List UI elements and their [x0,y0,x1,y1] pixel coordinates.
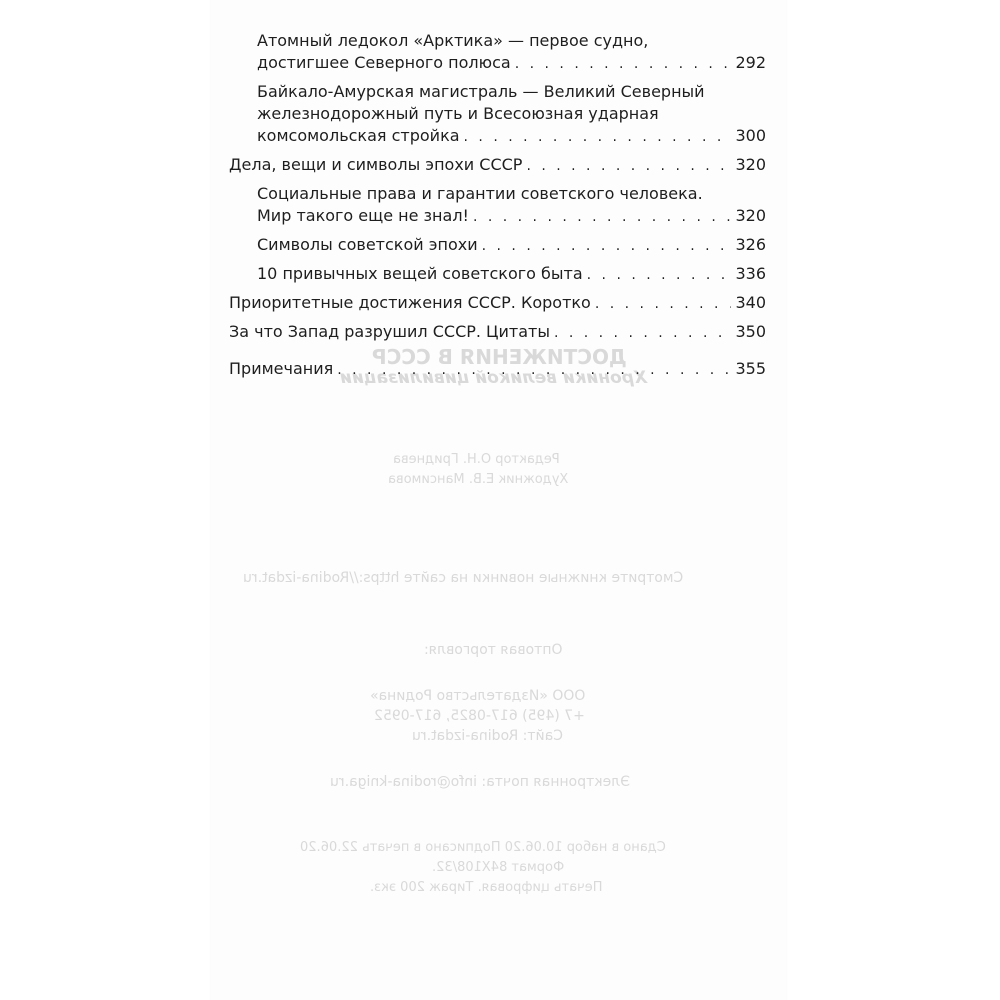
toc-entry-text: железнодорожный путь и Всесоюзная ударная [257,104,659,123]
toc-entry-text: За что Запад разрушил СССР. Цитаты [229,322,550,341]
table-of-contents [229,30,766,381]
toc-entry-text: Атомный ледокол «Арктика» — первое судно, [257,31,649,50]
toc-entry-dela-veshchi [229,154,766,177]
toc-entry-symbols [229,234,766,257]
bleed-site-note: Смотрите книжные новинки на сайте https://Rodina-izdat.ru [243,570,684,586]
toc-page-number: 350 [735,322,766,341]
toc-entry-text: Социальные права и гарантии советского человека. [257,184,703,203]
toc-entry-bam [229,81,766,148]
toc-page-number: 326 [735,235,766,254]
dot-leader [473,206,732,228]
toc-page-number: 336 [735,264,766,283]
toc-page-number: 355 [735,359,766,378]
toc-entry-text: Мир такого еще не знал! [257,206,469,225]
toc-entry-arktika [229,30,766,75]
toc-entry-text: 10 привычных вещей советского быта [257,264,583,283]
toc-page-number: 320 [735,206,766,225]
dot-leader [337,359,731,381]
toc-entry-social-rights [229,183,766,228]
toc-entry-notes [229,358,766,381]
bleed-wholesale-heading: Оптовая торговля: [424,642,563,658]
dot-leader [587,264,732,286]
bleed-title: ДОСТИЖЕНИЯ В СССР [372,345,627,369]
bleed-publisher-phone: +7 (495) 617-0825, 617-0952 [374,708,585,724]
toc-page-number: 340 [735,293,766,312]
toc-page-number: 320 [735,155,766,174]
toc-entry-text: достигшее Северного полюса [257,53,511,72]
bleed-publisher-site: Сайт: Rodina-izdat.ru [412,728,563,744]
dot-leader [554,322,732,344]
bleed-credit-artist: Художник Е.В. Мансимова [388,472,569,487]
dot-leader [595,293,732,315]
toc-entry-text: Байкало-Амурская магистраль — Великий Северный [257,82,705,101]
toc-entry-priority [229,292,766,315]
bleed-imprint-1: Сдано в набор 10.06.20 Подписано в печать 22.06.20 [300,840,666,855]
dot-leader [515,53,732,75]
toc-entry-text: Приоритетные достижения СССР. Коротко [229,293,591,312]
toc-page-number: 292 [735,53,766,72]
toc-entry-text: Дела, вещи и символы эпохи СССР [229,155,523,174]
bleed-subtitle: Хроники великой цивилизации [340,368,647,388]
dot-leader [526,155,731,177]
bleed-email: Электронная почта: info@rodina-kniga.ru [330,774,631,790]
dot-leader [482,235,732,257]
toc-entry-quotes [229,321,766,344]
toc-entry-text: комсомольская стройка [257,126,460,145]
toc-entry-text: Символы советской эпохи [257,235,478,254]
toc-entry-ten-things [229,263,766,286]
bleed-publisher-name: ООО «Издательство Родина» [370,688,586,704]
bleed-imprint-3: Печать цифровая. Тираж 200 экз. [370,880,603,895]
bleed-imprint-2: Формат 84Х108/32. [432,860,565,875]
dot-leader [464,126,732,148]
toc-page-number: 300 [735,126,766,145]
bleed-credit-editor: Редактор О.Н. Гриднева [393,452,560,467]
toc-entry-text: Примечания [229,359,334,378]
